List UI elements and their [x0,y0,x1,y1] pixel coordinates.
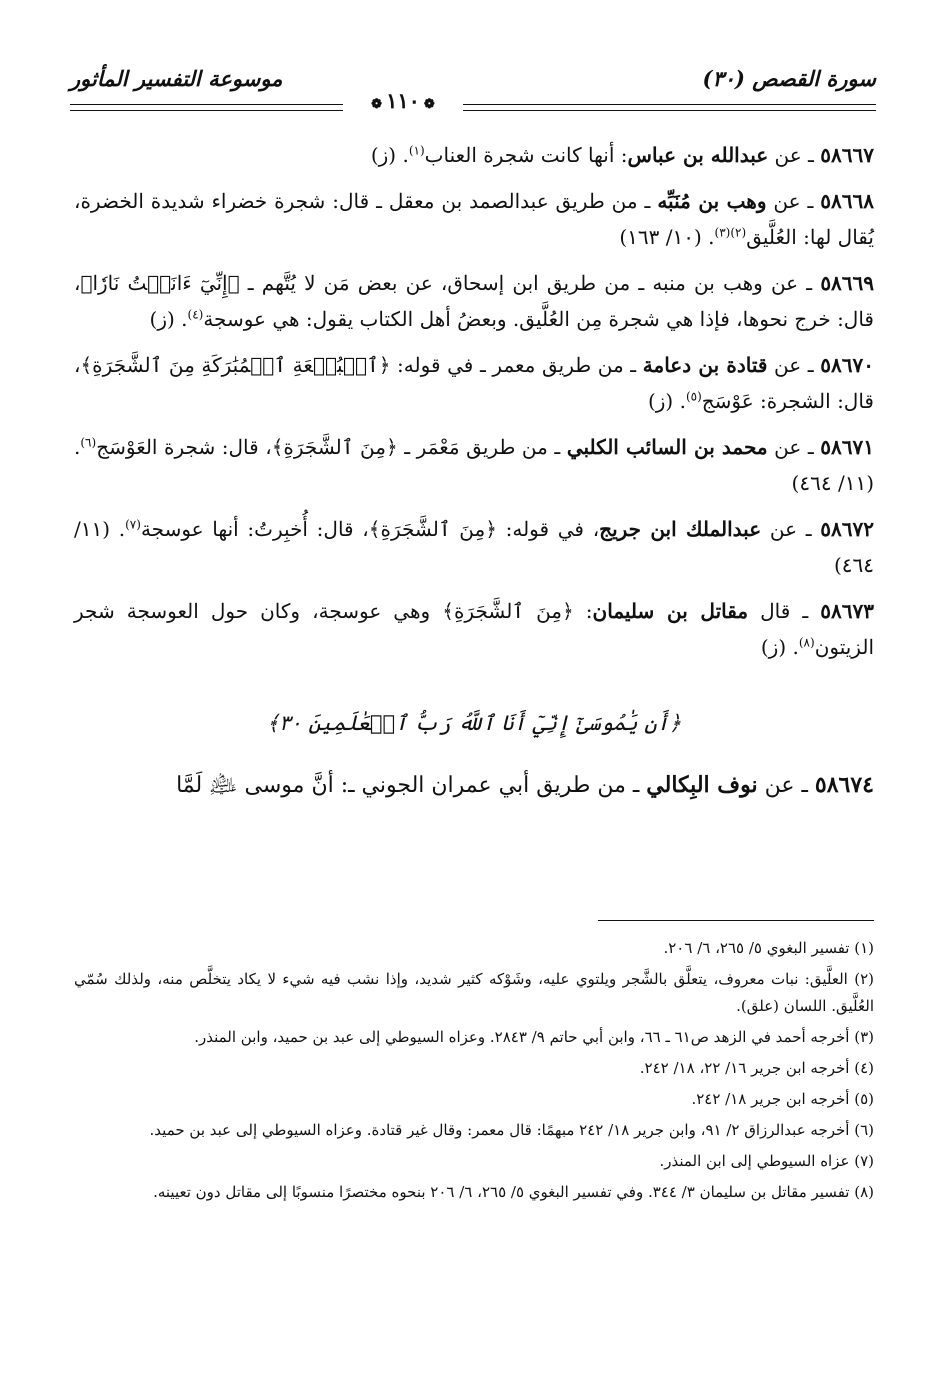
narrator-name: وهب بن مُنَبِّه [657,189,767,213]
footnote: (٧) عزاه السيوطي إلى ابن المنذر. [659,1152,874,1170]
entry-number: ٥٨٦٦٩ [820,271,875,295]
surah-title: سورة القصص (٣٠) [702,66,876,91]
page-number: ١١٠ [386,88,420,113]
entry-pre: ـ قال [748,599,809,623]
entry-pre: ـ عن [762,271,813,295]
entry-number: ٥٨٦٧١ [820,435,875,459]
entry-source: . (ز) [370,143,409,167]
running-header [70,58,876,108]
entry-text: وهب بن منبه ـ من طريق ابن إسحاق، عن بعض مَن لا يُتَّهم ـ ﴿إِنِّيٓ ءَانَسۡتُ نَارٗا﴾، قال: خرج نحوها، فإذا هي شجرة مِن العُلَّيق. وبعضُ أهل الكتاب يقول: هي عوسجة [74,271,874,331]
footnote: (٥) أخرجه ابن جرير ١٨/ ٢٤٢. [691,1090,874,1108]
footnote-divider [598,920,874,921]
main-text [74,137,874,814]
entry-text: : ﴿مِنَ ٱلشَّجَرَةِ﴾ وهي عوسجة، وكان حول العوسجة شجر الزيتون [74,599,874,659]
entry-pre: ـ عن [768,143,814,167]
entry [74,593,874,665]
entry-number: ٥٨٦٦٧ [820,143,874,167]
entry-pre: ـ عن [767,353,814,377]
entry-pre: ـ عن [761,517,812,541]
entry-number: ٥٨٦٧٢ [820,517,874,541]
entry [74,137,874,173]
narrator-name: مقاتل بن سليمان [592,599,749,623]
footnote-ref: (١) [408,143,425,158]
entry [74,767,874,804]
entry-source: . (ز) [647,389,686,413]
entry-text: ـ من طريق مَعْمَر ـ ﴿مِنَ ٱلشَّجَرَةِ﴾، قال: شجرة العَوْسَج [96,435,567,459]
narrator-name: محمد بن السائب الكلبي [566,435,768,459]
entry [74,347,874,419]
narrator-name: عبدالله بن عباس [627,143,769,167]
footnote-ref: (٢)(٣) [714,225,747,240]
entry-text: ـ من طريق أبي عمران الجوني ـ: أنَّ موسى ﵇ لَمَّا [176,773,647,798]
book-title: موسوعة التفسير المأثور [70,66,283,91]
footnote-ref: (٦) [80,435,97,450]
entry-pre: ـ عن [767,435,814,459]
entry [74,183,874,255]
entry-text: ، في قوله: ﴿مِنَ ٱلشَّجَرَةِ﴾، قال: أُخبِرتُ: أنها عوسجة [140,517,600,541]
footnote: (٤) أخرجه ابن جرير ١٦/ ٢٢، ١٨/ ٢٤٢. [639,1059,874,1077]
narrator-name: نوف البِكالي [646,772,758,798]
entry-text: ـ من طريق عبدالصمد بن معقل ـ قال: شجرة خضراء شديدة الخضرة، يُقال لها: العُلَّيق [74,189,874,249]
narrator-name: قتادة بن دعامة [642,353,768,377]
page-number-block [343,88,463,113]
entry-source: . (١٠/ ١٦٣) [619,225,715,249]
ornament-icon: ❁ [371,97,383,112]
footnote-ref: (٨) [798,635,815,650]
footnote-ref: (٧) [125,517,141,532]
header-rule-bottom [70,110,876,111]
footnote: (١) تفسير البغوي ٥/ ٢٦٥، ٦/ ٢٠٦. [663,939,874,957]
footnote-ref: (٥) [685,389,702,404]
entry-number: ٥٨٦٧٣ [820,599,875,623]
narrator-name: عبدالملك ابن جريج [599,517,762,541]
footnote: (٣) أخرجه أحمد في الزهد ص٦١ ـ ٦٦، وابن أبي حاتم ٩/ ٢٨٤٣. وعزاه السيوطي إلى عبد بن حميد، وابن المنذر. [194,1028,874,1046]
entry-number: ٥٨٦٦٨ [820,189,875,213]
entry-source: . (ز) [760,635,799,659]
entry-source: . (ز) [149,307,188,331]
entry-source: . (١١/ ٤٦٤) [74,517,874,577]
header-rule-top [70,104,876,105]
footnote: (٨) تفسير مقاتل بن سليمان ٣/ ٣٤٤. وفي تفسير البغوي ٥/ ٢٦٥، ٦/ ٢٠٦ بنحوه مختصرًا منسوبًا إلى مقاتل دون تعيينه. [153,1183,874,1201]
entry [74,429,874,501]
entry [74,511,874,583]
entry-pre: ـ عن [757,773,808,798]
entry [74,265,874,337]
entry-text: ـ من طريق معمر ـ في قوله: ﴿ٱلۡبُقۡعَةِ ٱلۡمُبَٰرَكَةِ مِنَ ٱلشَّجَرَةِ﴾، قال: الشجرة: عَوْسَج [74,353,874,413]
entry-number: ٥٨٦٧٠ [820,353,874,377]
entry-pre: ـ عن [766,189,814,213]
footnote: (٢) العلَّيق: نبات معروف، يتعلَّق بالشَّجر ويلتوي عليه، وشَوْكه كثير شديد، وإذا نشب فيه شيء لا يكاد يتخلَّص منه، ولذلك سُمّي العُلَّيق. اللسان (علق). [74,970,874,1015]
footnote: (٦) أخرجه عبدالرزاق ٢/ ٩١، وابن جرير ١٨/ ٢٤٢ مبهمًا: قال معمر: وقال غير قتادة. وعزاه السيوطي إلى عبد بن حميد. [149,1121,874,1139]
quran-verse: ﴿أَن يَٰمُوسَىٰٓ إِنِّيٓ أَنَا ٱللَّهُ رَبُّ ٱلۡعَٰلَمِينَ ٣٠﴾ [266,711,682,735]
entry-text: : أنها كانت شجرة العناب [424,143,628,167]
ornament-icon: ❁ [423,97,435,112]
entry-number: ٥٨٦٧٤ [814,772,874,798]
footnotes [74,935,874,1210]
entry-source: . (١١/ ٤٦٤) [74,435,874,495]
footnote-ref: (٤) [187,307,204,322]
